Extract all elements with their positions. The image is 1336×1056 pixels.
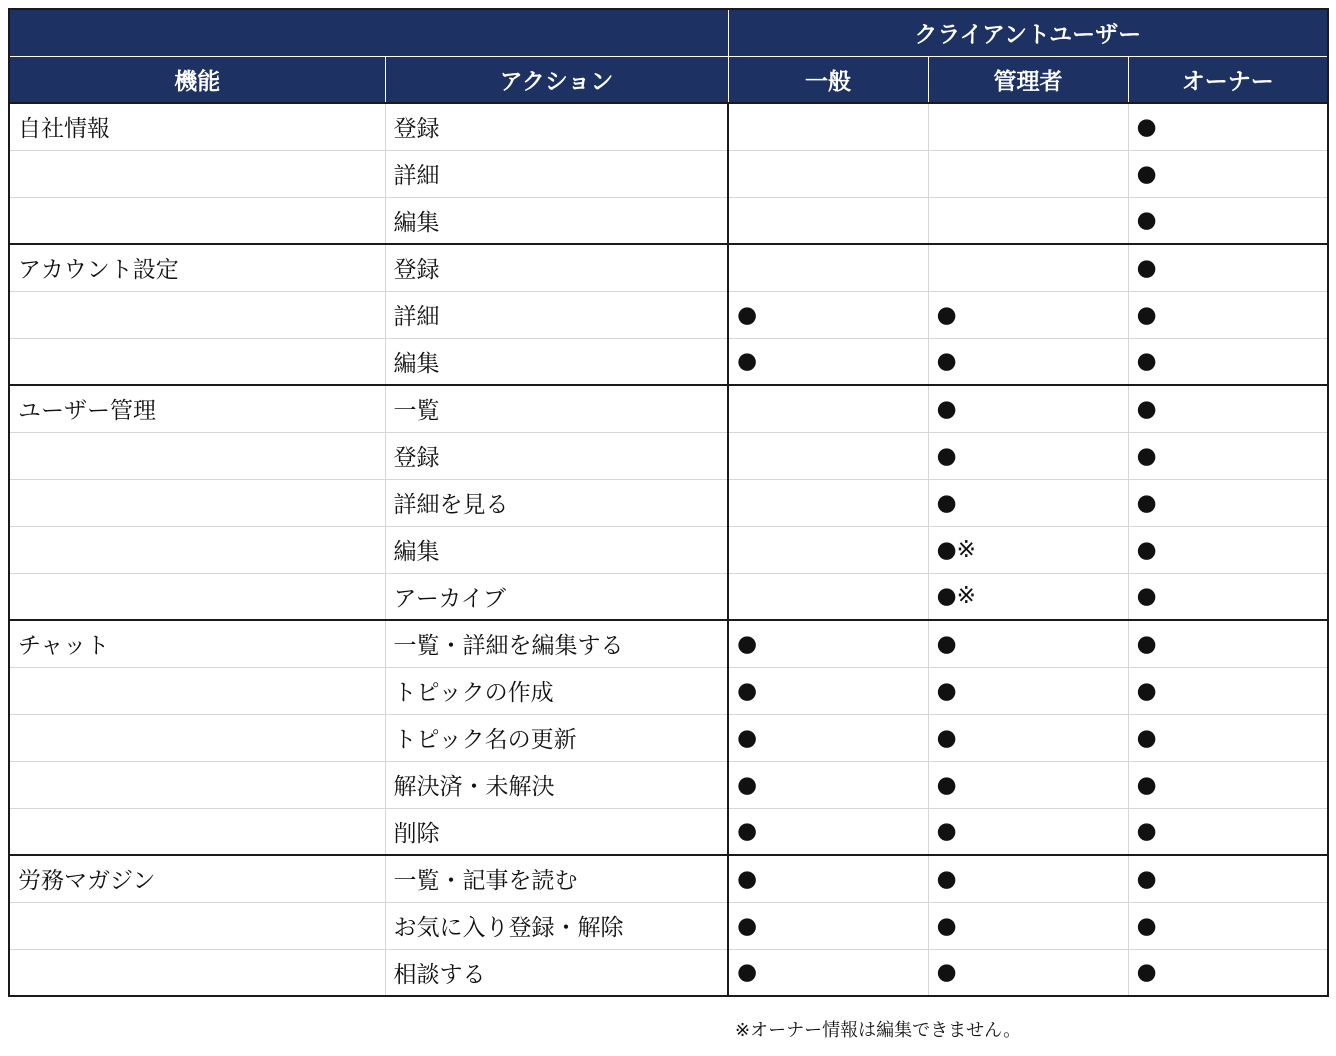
- table-row: [9, 244, 1328, 291]
- feature-cell: ユーザー管理: [9, 385, 385, 432]
- table-header: [9, 9, 1328, 103]
- feature-cell: [9, 526, 385, 573]
- owner-cell: ●: [1128, 949, 1328, 996]
- action-cell: 登録: [385, 432, 728, 479]
- general-cell: [728, 197, 928, 244]
- owner-cell: ●: [1128, 338, 1328, 385]
- owner-cell: ●: [1128, 526, 1328, 573]
- action-cell: 削除: [385, 808, 728, 855]
- admin-cell: ●※: [928, 573, 1128, 620]
- general-cell: [728, 244, 928, 291]
- action-cell: トピックの作成: [385, 667, 728, 714]
- action-cell: 登録: [385, 103, 728, 150]
- table-row: [9, 902, 1328, 949]
- header-owner: オーナー: [1128, 56, 1328, 103]
- general-cell: ●: [728, 902, 928, 949]
- table-row: [9, 432, 1328, 479]
- owner-cell: ●: [1128, 103, 1328, 150]
- feature-cell: [9, 150, 385, 197]
- action-cell: 詳細: [385, 150, 728, 197]
- feature-cell: [9, 761, 385, 808]
- feature-cell: 労務マガジン: [9, 855, 385, 902]
- general-cell: [728, 479, 928, 526]
- owner-cell: ●: [1128, 291, 1328, 338]
- permissions-table: [8, 8, 1329, 997]
- action-cell: 編集: [385, 526, 728, 573]
- feature-cell: [9, 808, 385, 855]
- table-row: [9, 855, 1328, 902]
- feature-cell: [9, 902, 385, 949]
- action-cell: 一覧・詳細を編集する: [385, 620, 728, 667]
- feature-cell: [9, 667, 385, 714]
- general-cell: ●: [728, 338, 928, 385]
- general-cell: [728, 150, 928, 197]
- action-cell: 編集: [385, 197, 728, 244]
- general-cell: ●: [728, 667, 928, 714]
- admin-cell: ●: [928, 667, 1128, 714]
- header-admin: 管理者: [928, 56, 1128, 103]
- admin-cell: ●: [928, 338, 1128, 385]
- action-cell: 一覧・記事を読む: [385, 855, 728, 902]
- general-cell: [728, 526, 928, 573]
- admin-cell: ●: [928, 855, 1128, 902]
- general-cell: ●: [728, 855, 928, 902]
- header-general: 一般: [728, 56, 928, 103]
- action-cell: アーカイブ: [385, 573, 728, 620]
- table-row: [9, 291, 1328, 338]
- footnote: ※オーナー情報は編集できません。: [735, 1020, 1022, 1041]
- feature-cell: [9, 291, 385, 338]
- action-cell: 詳細を見る: [385, 479, 728, 526]
- owner-cell: ●: [1128, 385, 1328, 432]
- admin-cell: ●: [928, 808, 1128, 855]
- admin-cell: [928, 103, 1128, 150]
- owner-cell: ●: [1128, 808, 1328, 855]
- admin-cell: ●: [928, 291, 1128, 338]
- general-cell: [728, 103, 928, 150]
- admin-cell: ●: [928, 432, 1128, 479]
- header-blank-cell: [9, 9, 728, 56]
- owner-cell: ●: [1128, 855, 1328, 902]
- general-cell: [728, 385, 928, 432]
- admin-cell: [928, 150, 1128, 197]
- action-cell: 一覧: [385, 385, 728, 432]
- table-row: [9, 526, 1328, 573]
- general-cell: [728, 432, 928, 479]
- owner-cell: ●: [1128, 620, 1328, 667]
- table-row: [9, 479, 1328, 526]
- owner-cell: ●: [1128, 432, 1328, 479]
- admin-cell: ●※: [928, 526, 1128, 573]
- general-cell: ●: [728, 291, 928, 338]
- table-row: [9, 573, 1328, 620]
- header-action: アクション: [385, 56, 728, 103]
- action-cell: お気に入り登録・解除: [385, 902, 728, 949]
- admin-cell: ●: [928, 949, 1128, 996]
- feature-cell: [9, 479, 385, 526]
- owner-cell: ●: [1128, 714, 1328, 761]
- action-cell: 相談する: [385, 949, 728, 996]
- feature-cell: アカウント設定: [9, 244, 385, 291]
- owner-cell: ●: [1128, 761, 1328, 808]
- admin-cell: [928, 197, 1128, 244]
- action-cell: トピック名の更新: [385, 714, 728, 761]
- feature-cell: [9, 714, 385, 761]
- general-cell: ●: [728, 808, 928, 855]
- table-row: [9, 620, 1328, 667]
- table-body: [9, 103, 1328, 996]
- general-cell: ●: [728, 761, 928, 808]
- header-client-user-group: クライアントユーザー: [728, 9, 1328, 56]
- admin-cell: ●: [928, 714, 1128, 761]
- owner-cell: ●: [1128, 479, 1328, 526]
- feature-cell: [9, 197, 385, 244]
- owner-cell: ●: [1128, 244, 1328, 291]
- table-row: [9, 714, 1328, 761]
- table-row: [9, 197, 1328, 244]
- table-row: [9, 808, 1328, 855]
- table-row: [9, 150, 1328, 197]
- owner-cell: ●: [1128, 902, 1328, 949]
- feature-cell: チャット: [9, 620, 385, 667]
- table-row: [9, 949, 1328, 996]
- action-cell: 編集: [385, 338, 728, 385]
- action-cell: 詳細: [385, 291, 728, 338]
- admin-cell: ●: [928, 761, 1128, 808]
- general-cell: ●: [728, 949, 928, 996]
- table-row: [9, 338, 1328, 385]
- action-cell: 解決済・未解決: [385, 761, 728, 808]
- admin-cell: ●: [928, 620, 1128, 667]
- general-cell: ●: [728, 714, 928, 761]
- admin-cell: [928, 244, 1128, 291]
- table-row: [9, 761, 1328, 808]
- table-row: [9, 667, 1328, 714]
- feature-cell: [9, 573, 385, 620]
- owner-cell: ●: [1128, 667, 1328, 714]
- feature-cell: [9, 432, 385, 479]
- action-cell: 登録: [385, 244, 728, 291]
- owner-cell: ●: [1128, 150, 1328, 197]
- table-row: [9, 103, 1328, 150]
- table-row: [9, 385, 1328, 432]
- general-cell: [728, 573, 928, 620]
- owner-cell: ●: [1128, 197, 1328, 244]
- header-feature: 機能: [9, 56, 385, 103]
- admin-cell: ●: [928, 479, 1128, 526]
- admin-cell: ●: [928, 902, 1128, 949]
- admin-cell: ●: [928, 385, 1128, 432]
- owner-cell: ●: [1128, 573, 1328, 620]
- feature-cell: 自社情報: [9, 103, 385, 150]
- feature-cell: [9, 338, 385, 385]
- feature-cell: [9, 949, 385, 996]
- general-cell: ●: [728, 620, 928, 667]
